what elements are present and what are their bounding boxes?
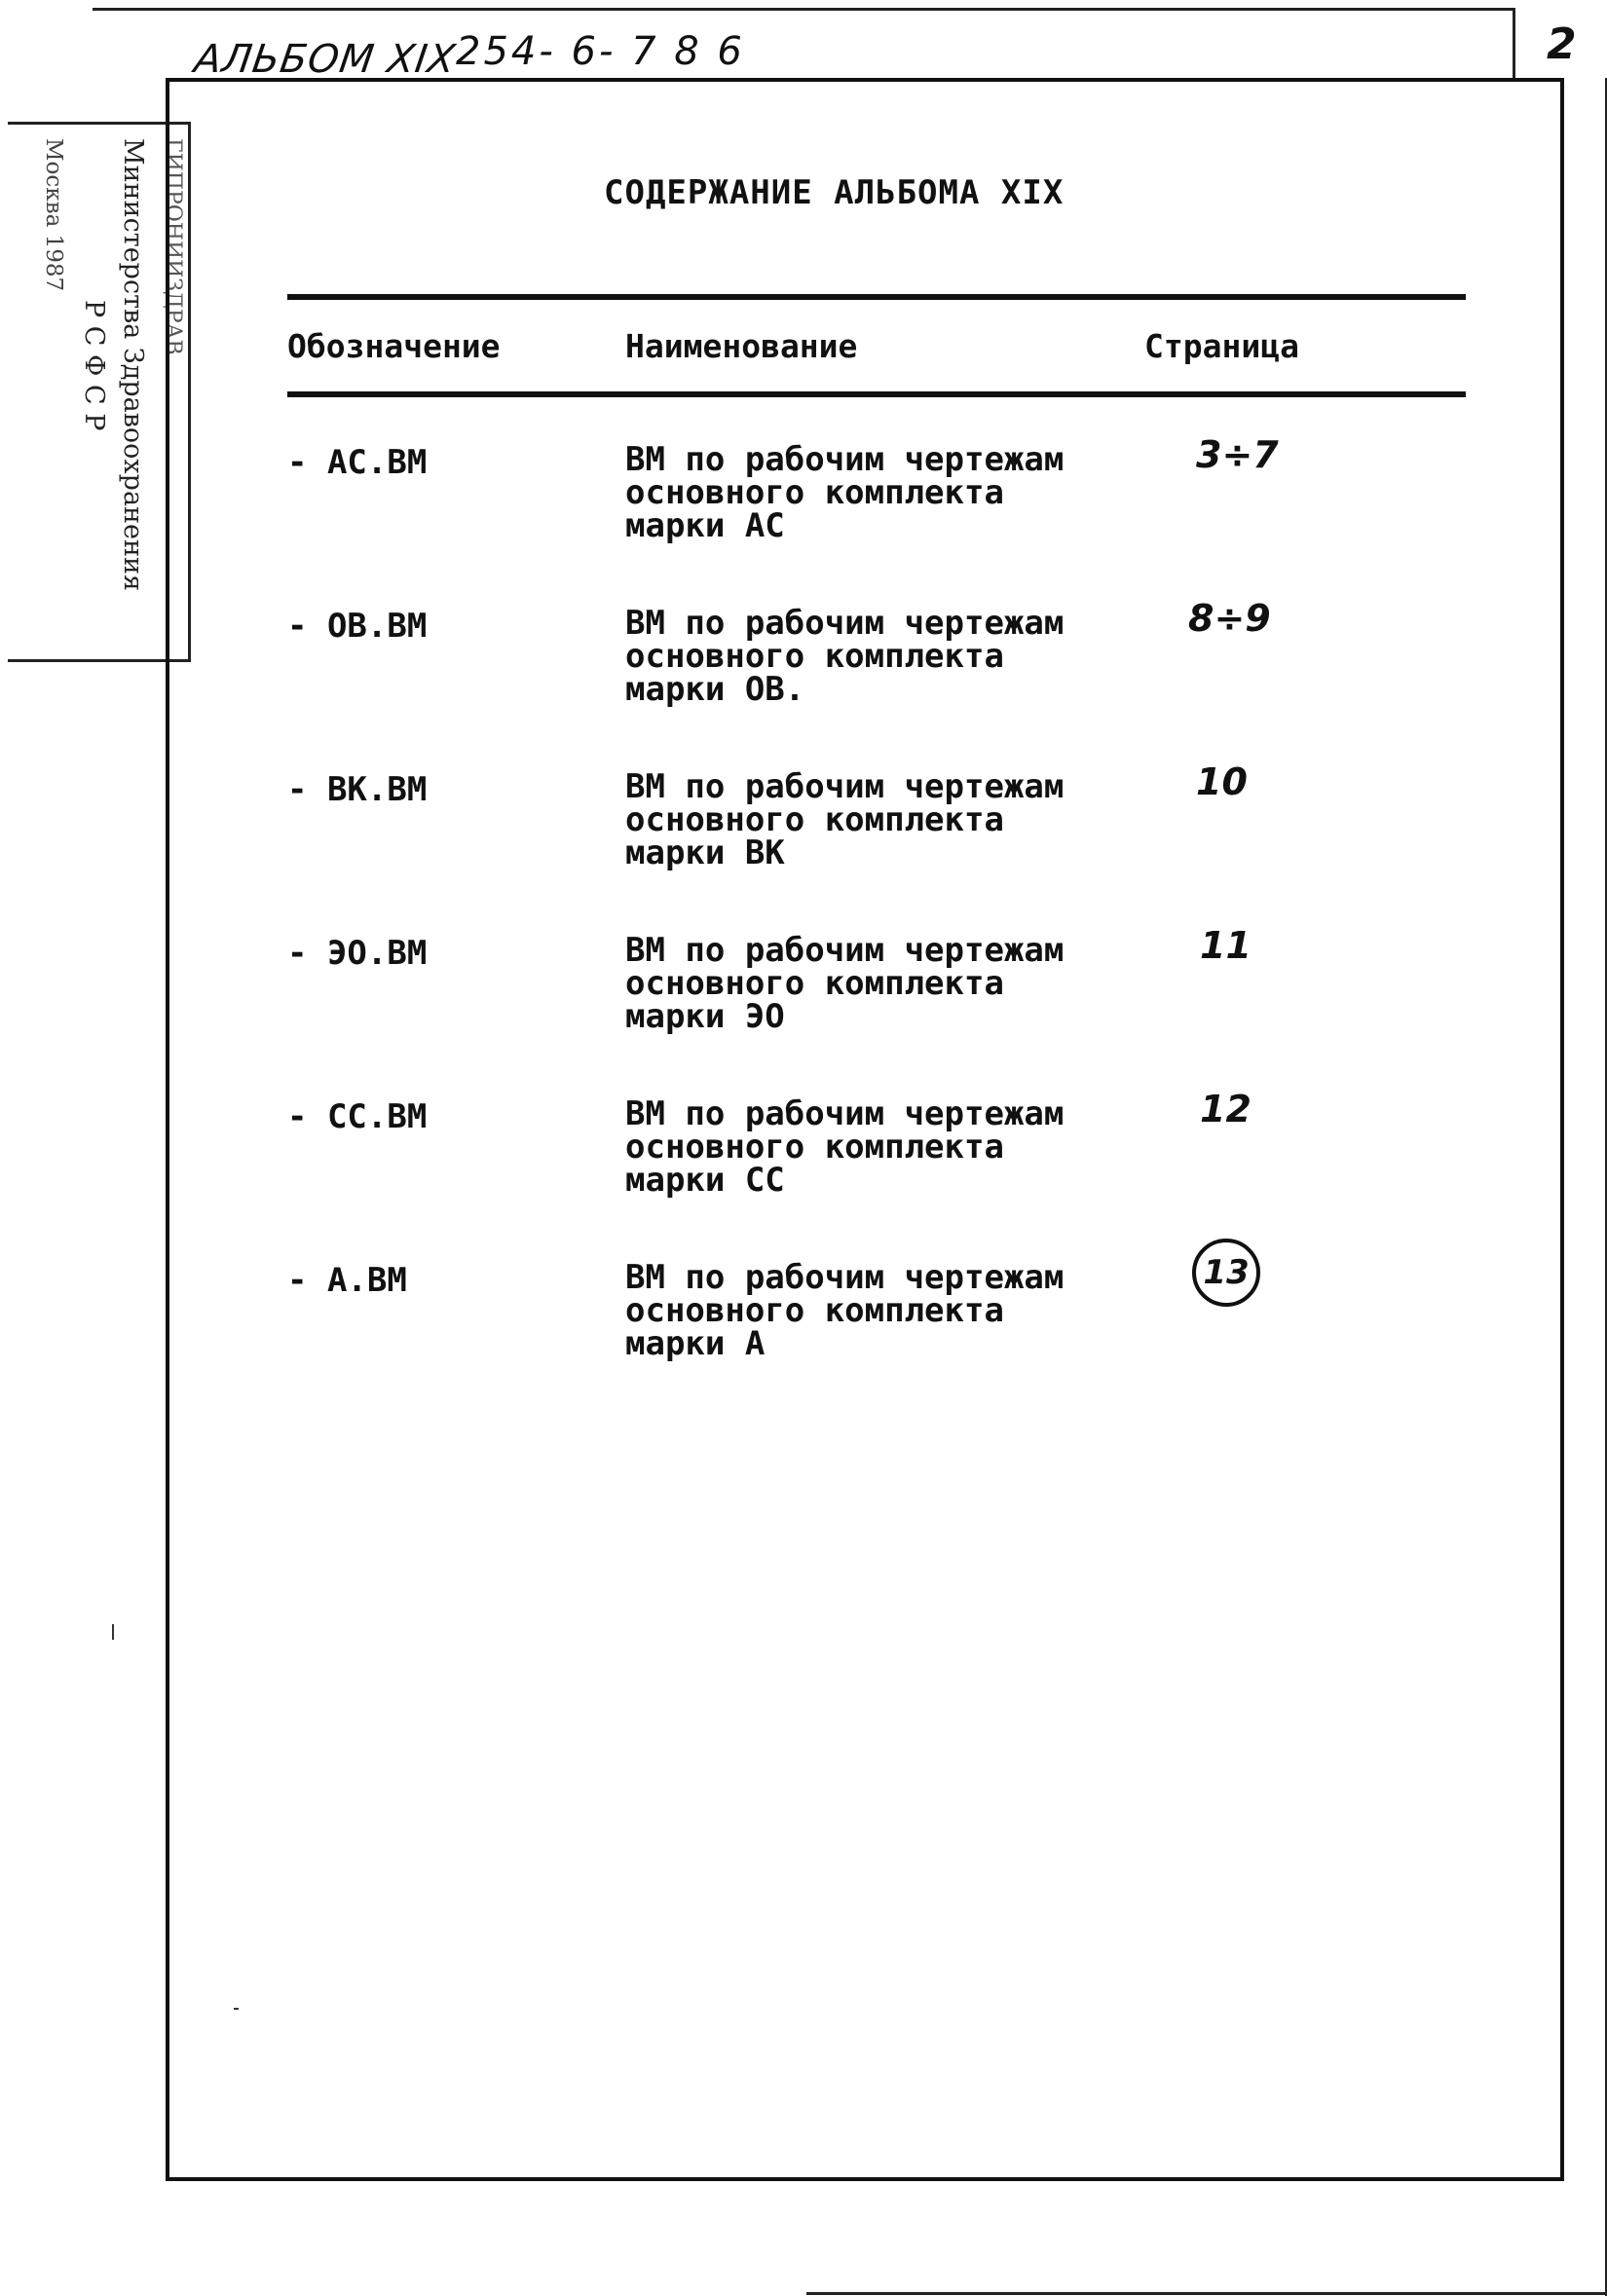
row-4-name-line-1: ВМ по рабочим чертежам [625, 931, 1065, 970]
album-label: АЛЬБОМ XIX [191, 37, 459, 82]
stamp-text-block [8, 125, 191, 665]
row-4-page: 11 [1200, 924, 1252, 967]
row-6-name-line-1: ВМ по рабочим чертежам [625, 1258, 1065, 1297]
row-2-name [625, 604, 1171, 709]
row-5-name-line-3: марки СС [625, 1161, 785, 1200]
row-6-code: - А.ВМ [287, 1261, 407, 1300]
circled-page-number: 13 [1192, 1239, 1260, 1307]
row-3-name [625, 767, 1171, 872]
row-2-name-line-2: основного комплекта [625, 637, 1004, 676]
column-header-page: Страница [1144, 327, 1299, 365]
row-2-name-line-3: марки ОВ. [625, 670, 805, 709]
row-5-name-line-2: основного комплекта [625, 1128, 1004, 1167]
scan-speck [112, 1624, 114, 1640]
row-2-code: - ОВ.ВМ [287, 607, 428, 646]
row-1-name [625, 440, 1171, 545]
row-6-page [1192, 1239, 1260, 1307]
column-header-code: Обозначение [287, 327, 501, 365]
row-4-name-line-3: марки ЭО [625, 997, 785, 1036]
row-1-name-line-2: основного комплекта [625, 473, 1004, 512]
row-3-name-line-3: марки ВК [625, 833, 785, 872]
row-6-name-line-2: основного комплекта [625, 1291, 1004, 1330]
row-4-code: - ЭО.ВМ [287, 934, 428, 973]
row-3-name-line-2: основного комплекта [625, 800, 1004, 839]
stamp-line-1: ГИПРОНИИЗДРАВ [161, 138, 185, 355]
sheet-number: 2 [1547, 19, 1577, 69]
row-3-page: 10 [1196, 760, 1248, 803]
page-title: СОДЕРЖАНИЕ АЛЬБОМА XIX [604, 173, 1065, 212]
stamp-line-2: Министерства Здравоохранения [118, 138, 148, 592]
stamp-line-3: Р С Ф С Р [79, 300, 109, 431]
row-4-name-line-2: основного комплекта [625, 964, 1004, 1003]
row-3-code: - ВК.ВМ [287, 770, 428, 809]
row-1-name-line-3: марки АС [625, 506, 785, 545]
scan-speck [234, 2008, 239, 2010]
row-3-name-line-1: ВМ по рабочим чертежам [625, 767, 1065, 806]
row-6-name [625, 1258, 1171, 1363]
row-4-name [625, 931, 1171, 1036]
row-1-page: 3÷7 [1196, 433, 1279, 476]
table-top-rule [287, 294, 1466, 300]
row-1-name-line-1: ВМ по рабочим чертежам [625, 440, 1065, 479]
stamp-line-4: Москва 1987 [41, 138, 66, 292]
table-header-rule [287, 391, 1466, 397]
row-5-code: - СС.ВМ [287, 1097, 428, 1136]
row-2-page: 8÷9 [1188, 597, 1271, 640]
top-right-divider [1513, 8, 1515, 78]
row-5-name [625, 1094, 1171, 1200]
column-header-name: Наименование [625, 327, 858, 365]
row-2-name-line-1: ВМ по рабочим чертежам [625, 604, 1065, 643]
row-1-code: - АС.ВМ [287, 443, 428, 482]
album-code: 254- 6- 7 8 6 [456, 29, 745, 74]
top-border-line [93, 8, 1514, 11]
row-5-page: 12 [1200, 1088, 1252, 1130]
bottom-border-line [806, 2292, 1607, 2295]
row-5-name-line-1: ВМ по рабочим чертежам [625, 1094, 1065, 1133]
row-6-name-line-3: марки А [625, 1324, 766, 1363]
organization-stamp [8, 122, 191, 662]
